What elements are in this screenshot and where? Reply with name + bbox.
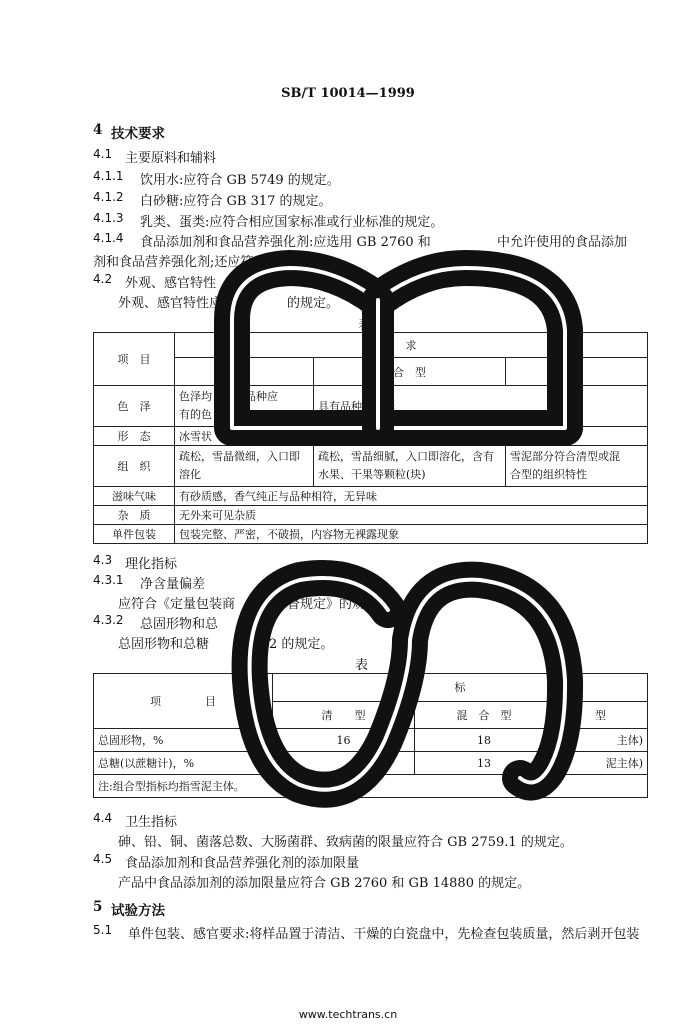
table1-header-req: 求 bbox=[175, 333, 648, 358]
table2-caption: 表 bbox=[355, 658, 369, 673]
section-4-1-title: 主要原料和辅料 bbox=[125, 151, 217, 166]
section-4-3-2-title: 总固形物和总 bbox=[140, 617, 219, 632]
section-4-1-4-line1: 食品添加剂和食品营养强化剂:应选用 GB 2760 和 bbox=[140, 235, 431, 250]
table1-row-texture-c3a: 雪泥部分符合清型或混 bbox=[510, 450, 620, 463]
section-4-1-3-text: 乳类、蛋类:应符合相应国家标准或行业标准的规定。 bbox=[140, 215, 444, 230]
table1-row-color-c2: 具有品种 bbox=[318, 400, 362, 413]
table2-col-clear: 清 型 bbox=[273, 701, 415, 729]
section-4-1-1-number: 4.1.1 bbox=[93, 169, 124, 183]
table2-row-sugar-label: 总糖(以蔗糖计)，% bbox=[94, 752, 273, 775]
section-4-3-number: 4.3 bbox=[93, 553, 113, 567]
section-4-3-2-line-b: 2 的规定。 bbox=[269, 637, 334, 652]
footer-url: www.techtrans.cn bbox=[298, 1008, 398, 1021]
table2-col-third: 型 bbox=[554, 701, 648, 729]
table2-col-mixed: 混 合 型 bbox=[415, 701, 554, 729]
table2-header-item: 项 目 bbox=[94, 674, 273, 729]
section-4-5-title: 食品添加剂和食品营养强化剂的添加限量 bbox=[125, 856, 360, 871]
table1-row-shape-value: 冰雪状 bbox=[175, 427, 648, 446]
section-4-1-3-number: 4.1.3 bbox=[93, 211, 124, 225]
section-4-5-number: 4.5 bbox=[93, 852, 113, 866]
section-5-number: 5 bbox=[93, 899, 103, 915]
table1-row-color-label: 色 泽 bbox=[94, 386, 175, 427]
section-4-number: 4 bbox=[93, 122, 103, 138]
table1-row-package-value: 包装完整、严密，不破损，内容物无裸露现象 bbox=[175, 525, 648, 544]
table1-row-texture-label: 组 织 bbox=[94, 446, 175, 487]
section-4-2-line-end: 的规定。 bbox=[287, 296, 340, 311]
table1-row-texture-c2a: 疏松，雪晶细腻，入口即溶化，含有 bbox=[318, 450, 494, 463]
section-5-1-text: 单件包装、感官要求:将样品置于清洁、干燥的白瓷盘中，先检查包装质量，然后剥开包装 bbox=[128, 927, 640, 942]
section-4-3-2-number: 4.3.2 bbox=[93, 613, 124, 627]
table1-row-color-c1mid: 品种应 bbox=[245, 390, 278, 403]
section-4-2-number: 4.2 bbox=[93, 272, 113, 286]
table1-row-color-c1a: 色泽均 bbox=[179, 390, 212, 403]
section-4-1-number: 4.1 bbox=[93, 147, 113, 161]
section-4-1-2-text: 白砂糖:应符合 GB 317 的规定。 bbox=[140, 194, 332, 209]
table2-row-sugar-v2: 13 bbox=[415, 752, 554, 775]
table1-header-type2: 合 型 bbox=[314, 358, 506, 386]
table1-row-texture-c1b: 溶化 bbox=[179, 468, 201, 481]
section-4-3-1-line-a: 应符合《定量包装商 bbox=[118, 597, 236, 612]
section-4-4-number: 4.4 bbox=[93, 811, 113, 825]
section-4-1-4-number: 4.1.4 bbox=[93, 231, 124, 245]
table1-row-color-c2b: 色泽 bbox=[373, 400, 395, 413]
table2-row-solids-v3: 主体) bbox=[554, 729, 648, 752]
section-5-1-number: 5.1 bbox=[93, 923, 113, 937]
section-4-3-1-title: 净含量偏差 bbox=[140, 577, 206, 592]
table1-header-item: 项 目 bbox=[94, 333, 175, 386]
section-4-2-title: 外观、感官特性 bbox=[125, 276, 217, 291]
table1-row-shape-label: 形 态 bbox=[94, 427, 175, 446]
section-4-3-title: 理化指标 bbox=[125, 557, 178, 572]
section-4-4-text: 砷、铅、铜、菌落总数、大肠菌群、致病菌的限量应符合 GB 2759.1 的规定。 bbox=[118, 835, 573, 850]
table1-row-package-label: 单件包装 bbox=[94, 525, 175, 544]
table2-row-solids-label: 总固形物，% bbox=[94, 729, 273, 752]
table2-note: 注:组合型指标均指雪泥主体。 bbox=[94, 775, 648, 798]
table1-row-impurity-value: 无外来可见杂质 bbox=[175, 506, 648, 525]
section-4-1-1-text: 饮用水:应符合 GB 5749 的规定。 bbox=[140, 173, 340, 188]
table2-row-solids-v2: 18 bbox=[415, 729, 554, 752]
page-header: SB/T 10014—1999 bbox=[281, 86, 415, 101]
table1-caption: 表 bbox=[358, 318, 372, 333]
table2-header-index: 标 bbox=[273, 674, 648, 702]
section-4-3-1-line-b: 督规定》的规定。 bbox=[287, 597, 392, 612]
table2-row-solids-v1: 16 bbox=[273, 729, 415, 752]
section-5-title: 试验方法 bbox=[111, 903, 165, 919]
section-4-2-line: 外观、感官特性应 bbox=[118, 296, 223, 311]
section-4-4-title: 卫生指标 bbox=[125, 815, 178, 830]
section-4-3-2-line-a: 总固形物和总糖 bbox=[118, 637, 210, 652]
table1-row-texture-c2b: 水果、干果等颗粒(块) bbox=[318, 468, 426, 481]
table1-row-color-c1b: 有的色 bbox=[179, 408, 212, 421]
section-4-3-1-number: 4.3.1 bbox=[93, 573, 124, 587]
section-4-title: 技术要求 bbox=[111, 126, 165, 142]
table1-header-type3: 型 bbox=[506, 358, 648, 386]
table1-row-texture-c3b: 合型的组织特性 bbox=[510, 468, 587, 481]
table2-row-sugar-v3: 泥主体) bbox=[554, 752, 648, 775]
section-4-1-4-line2: 剂和食品营养强化剂;还应符 bbox=[93, 255, 254, 270]
table1-row-texture-c1a: 疏松，雪晶微细，入口即 bbox=[179, 450, 300, 463]
table1-row-impurity-label: 杂 质 bbox=[94, 506, 175, 525]
table1-row-taste-label: 滋味气味 bbox=[94, 487, 175, 506]
section-4-1-4-line1-end: 中允许使用的食品添加 bbox=[497, 235, 628, 250]
table1-row-taste-value: 有砂质感，香气纯正与品种相符，无异味 bbox=[175, 487, 648, 506]
section-4-1-2-number: 4.1.2 bbox=[93, 190, 124, 204]
section-4-5-text: 产品中食品添加剂的添加限量应符合 GB 2760 和 GB 14880 的规定。 bbox=[118, 876, 531, 891]
